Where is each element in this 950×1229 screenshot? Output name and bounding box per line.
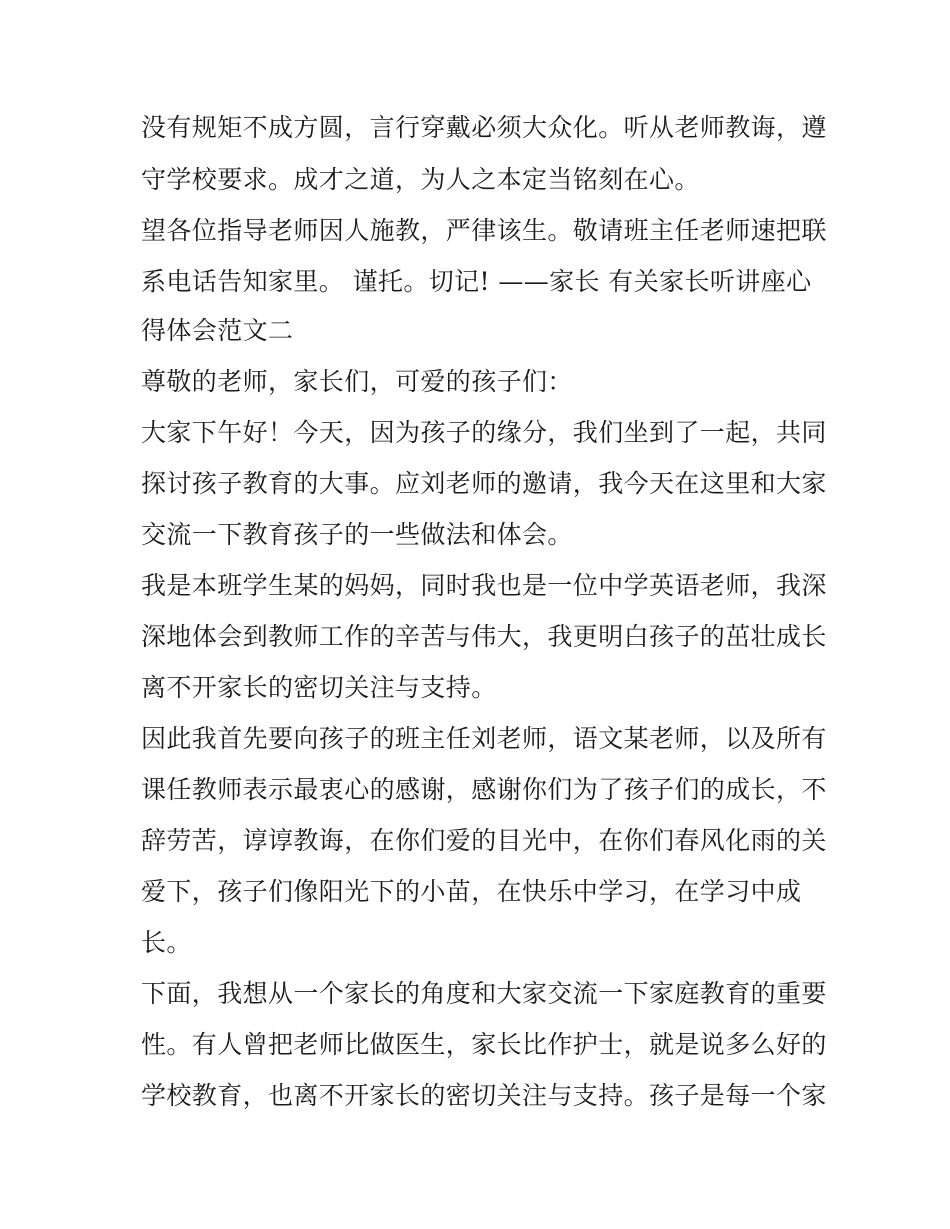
text-line-3: 望各位指导老师因人施教，严律该生。敬请班主任老师速把联	[141, 216, 827, 245]
text-line-1: 没有规矩不成方圆，言行穿戴必须大众化。听从老师教诲，遵	[141, 113, 827, 142]
text-line-15: 辞劳苦，谆谆教诲，在你们爱的目光中，在你们春风化雨的关	[141, 826, 827, 855]
text-line-13: 因此我首先要向孩子的班主任刘老师，语文某老师，以及所有	[141, 724, 827, 753]
text-line-20: 学校教育，也离不开家长的密切关注与支持。孩子是每一个家	[141, 1081, 827, 1110]
text-line-11: 深地体会到教师工作的辛苦与伟大，我更明白孩子的茁壮成长	[141, 622, 827, 651]
text-line-19: 性。有人曾把老师比做医生，家长比作护士，就是说多么好的	[141, 1030, 827, 1059]
text-line-17: 长。	[141, 928, 192, 957]
text-line-12: 离不开家长的密切关注与支持。	[141, 673, 497, 702]
text-line-9: 交流一下教育孩子的一些做法和体会。	[141, 520, 573, 549]
text-line-7: 大家下午好！今天，因为孩子的缘分，我们坐到了一起，共同	[141, 418, 827, 447]
text-line-14: 课任教师表示最衷心的感谢，感谢你们为了孩子们的成长，不	[141, 775, 827, 804]
text-line-4: 系电话告知家里。 谨托。切记! ——家长 有关家长听讲座心	[141, 267, 812, 296]
text-line-5: 得体会范文二	[141, 316, 294, 345]
text-line-2: 守学校要求。成才之道，为人之本定当铭刻在心。	[141, 165, 700, 194]
text-line-16: 爱下，孩子们像阳光下的小苗，在快乐中学习，在学习中成	[141, 877, 802, 906]
text-line-6: 尊敬的老师，家长们，可爱的孩子们：	[141, 367, 573, 396]
text-line-10: 我是本班学生某的妈妈，同时我也是一位中学英语老师，我深	[141, 571, 827, 600]
text-line-18: 下面，我想从一个家长的角度和大家交流一下家庭教育的重要	[141, 979, 827, 1008]
text-line-8: 探讨孩子教育的大事。应刘老师的邀请，我今天在这里和大家	[141, 469, 827, 498]
